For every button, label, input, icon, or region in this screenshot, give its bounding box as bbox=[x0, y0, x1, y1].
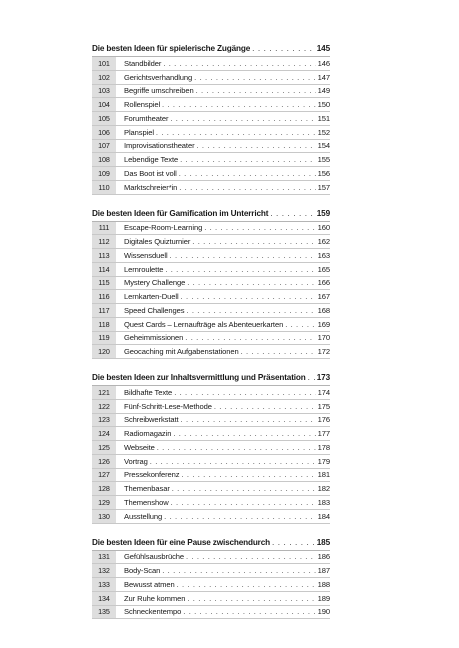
dot-leader bbox=[179, 169, 316, 178]
entry-page-number: 167 bbox=[317, 292, 330, 302]
dot-leader bbox=[172, 484, 316, 493]
table-of-contents bbox=[92, 42, 330, 631]
entry-title: Bildhafte Texte bbox=[124, 387, 173, 397]
toc-entry bbox=[92, 427, 330, 441]
entry-number: 103 bbox=[92, 85, 116, 98]
entry-title: Zur Ruhe kommen bbox=[124, 593, 186, 603]
entry-title: Pressekonferenz bbox=[124, 470, 180, 480]
section-title: Die besten Ideen zur Inhaltsvermittlung und Präsentation bbox=[92, 373, 306, 382]
dot-leader bbox=[270, 207, 314, 221]
toc-entry bbox=[92, 578, 330, 592]
entry-number: 127 bbox=[92, 469, 116, 482]
section-heading bbox=[92, 536, 330, 551]
entry-number: 119 bbox=[92, 332, 116, 345]
toc-entry bbox=[92, 112, 330, 126]
dot-leader bbox=[181, 415, 316, 424]
entry-title: Gerichtsverhandlung bbox=[124, 72, 193, 82]
entry-number: 120 bbox=[92, 345, 116, 358]
entry-body bbox=[116, 114, 330, 123]
entry-body bbox=[116, 347, 330, 356]
entry-title: Digitales Quizturnier bbox=[124, 237, 191, 247]
dot-leader bbox=[156, 128, 316, 137]
entry-title: Body-Scan bbox=[124, 566, 161, 576]
toc-entry bbox=[92, 510, 330, 524]
toc-entry bbox=[92, 57, 330, 71]
entry-page-number: 160 bbox=[317, 223, 330, 233]
entry-number: 112 bbox=[92, 235, 116, 248]
entry-page-number: 174 bbox=[317, 387, 330, 397]
entry-number: 130 bbox=[92, 510, 116, 523]
entry-number: 118 bbox=[92, 318, 116, 331]
toc-entry bbox=[92, 235, 330, 249]
toc-entry bbox=[92, 181, 330, 195]
toc-entry bbox=[92, 606, 330, 620]
dot-leader bbox=[170, 114, 315, 123]
entry-body bbox=[116, 237, 330, 246]
entry-page-number: 172 bbox=[317, 347, 330, 357]
entry-body bbox=[116, 86, 330, 95]
entry-number: 116 bbox=[92, 290, 116, 303]
dot-leader bbox=[187, 278, 315, 287]
entry-page-number: 165 bbox=[317, 264, 330, 274]
entry-title: Mystery Challenge bbox=[124, 278, 186, 288]
toc-entry bbox=[92, 332, 330, 346]
section-heading bbox=[92, 371, 330, 386]
dot-leader bbox=[165, 265, 315, 274]
toc-section bbox=[92, 207, 330, 360]
entry-number: 113 bbox=[92, 249, 116, 262]
dot-leader bbox=[181, 292, 316, 301]
entry-body bbox=[116, 128, 330, 137]
entry-title: Wissensduell bbox=[124, 250, 168, 260]
entry-page-number: 152 bbox=[317, 127, 330, 137]
entry-title: Geheimmissionen bbox=[124, 333, 184, 343]
entry-page-number: 177 bbox=[317, 429, 330, 439]
entry-page-number: 156 bbox=[317, 168, 330, 178]
entry-page-number: 157 bbox=[317, 182, 330, 192]
section-heading bbox=[92, 207, 330, 222]
entry-page-number: 179 bbox=[317, 456, 330, 466]
entry-number: 114 bbox=[92, 263, 116, 276]
dot-leader bbox=[185, 333, 315, 342]
entry-page-number: 189 bbox=[317, 593, 330, 603]
entry-number: 110 bbox=[92, 181, 116, 194]
entry-body bbox=[116, 278, 330, 287]
entry-title: Speed Challenges bbox=[124, 305, 185, 315]
toc-entry bbox=[92, 345, 330, 359]
entry-number: 132 bbox=[92, 564, 116, 577]
entry-page-number: 151 bbox=[317, 113, 330, 123]
toc-entry bbox=[92, 318, 330, 332]
dot-leader bbox=[177, 580, 316, 589]
entry-body bbox=[116, 251, 330, 260]
entry-body bbox=[116, 498, 330, 507]
toc-entry bbox=[92, 400, 330, 414]
entry-page-number: 175 bbox=[317, 401, 330, 411]
entry-number: 135 bbox=[92, 606, 116, 619]
toc-entry bbox=[92, 167, 330, 181]
entry-page-number: 187 bbox=[317, 566, 330, 576]
entry-page-number: 181 bbox=[317, 470, 330, 480]
toc-entry bbox=[92, 153, 330, 167]
entry-page-number: 170 bbox=[317, 333, 330, 343]
entry-page-number: 169 bbox=[317, 319, 330, 329]
entry-body bbox=[116, 169, 330, 178]
entry-body bbox=[116, 306, 330, 315]
entry-body bbox=[116, 512, 330, 521]
dot-leader bbox=[285, 320, 315, 329]
entry-body bbox=[116, 580, 330, 589]
entry-title: Vortrag bbox=[124, 456, 148, 466]
entry-title: Improvisationstheater bbox=[124, 141, 195, 151]
toc-entry bbox=[92, 140, 330, 154]
entry-body bbox=[116, 292, 330, 301]
entry-body bbox=[116, 457, 330, 466]
entry-page-number: 149 bbox=[317, 86, 330, 96]
entry-page-number: 146 bbox=[317, 58, 330, 68]
entry-page-number: 147 bbox=[317, 72, 330, 82]
section-heading bbox=[92, 42, 330, 57]
entry-title: Standbilder bbox=[124, 58, 162, 68]
toc-entry bbox=[92, 455, 330, 469]
toc-entry bbox=[92, 85, 330, 99]
entry-title: Rollenspiel bbox=[124, 100, 161, 110]
entry-body bbox=[116, 470, 330, 479]
dot-leader bbox=[204, 223, 315, 232]
entry-page-number: 178 bbox=[317, 442, 330, 452]
entry-number: 115 bbox=[92, 277, 116, 290]
entry-title: Marktschreier*in bbox=[124, 182, 178, 192]
entry-number: 111 bbox=[92, 222, 116, 235]
dot-leader bbox=[308, 371, 315, 385]
entry-body bbox=[116, 415, 330, 424]
section-title: Die besten Ideen für eine Pause zwischendurch bbox=[92, 537, 270, 547]
entry-number: 117 bbox=[92, 304, 116, 317]
toc-section bbox=[92, 42, 330, 195]
entry-title: Themenbasar bbox=[124, 484, 170, 494]
entry-page-number: 190 bbox=[317, 607, 330, 617]
entry-number: 122 bbox=[92, 400, 116, 413]
entry-number: 121 bbox=[92, 386, 116, 399]
section-page-number: 159 bbox=[316, 208, 330, 218]
entry-title: Webseite bbox=[124, 442, 155, 452]
toc-entry bbox=[92, 386, 330, 400]
entry-page-number: 150 bbox=[317, 100, 330, 110]
entry-body bbox=[116, 402, 330, 411]
entry-page-number: 155 bbox=[317, 155, 330, 165]
entry-title: Radiomagazin bbox=[124, 429, 172, 439]
toc-entry bbox=[92, 126, 330, 140]
entry-title: Forumtheater bbox=[124, 113, 169, 123]
entry-title: Quest Cards – Lernaufträge als Abenteuerkarten bbox=[124, 319, 284, 329]
entry-body bbox=[116, 566, 330, 575]
entry-title: Lernroulette bbox=[124, 264, 164, 274]
dot-leader bbox=[163, 59, 315, 68]
entry-body bbox=[116, 100, 330, 109]
dot-leader bbox=[194, 73, 315, 82]
section-page-number: 185 bbox=[316, 537, 330, 547]
entry-number: 101 bbox=[92, 57, 116, 70]
toc-entry bbox=[92, 564, 330, 578]
dot-leader bbox=[173, 429, 315, 438]
entry-body bbox=[116, 594, 330, 603]
entry-page-number: 168 bbox=[317, 305, 330, 315]
entry-title: Lebendige Texte bbox=[124, 155, 179, 165]
toc-entry bbox=[92, 71, 330, 85]
entry-number: 109 bbox=[92, 167, 116, 180]
entry-title: Bewusst atmen bbox=[124, 579, 175, 589]
entry-number: 128 bbox=[92, 482, 116, 495]
toc-entry bbox=[92, 414, 330, 428]
entry-number: 123 bbox=[92, 414, 116, 427]
dot-leader bbox=[192, 237, 315, 246]
entry-body bbox=[116, 73, 330, 82]
entry-number: 125 bbox=[92, 441, 116, 454]
entry-title: Planspiel bbox=[124, 127, 154, 137]
entry-body bbox=[116, 388, 330, 397]
toc-entry bbox=[92, 222, 330, 236]
dot-leader bbox=[162, 100, 316, 109]
entry-title: Lernkarten-Duell bbox=[124, 292, 179, 302]
toc-entry bbox=[92, 441, 330, 455]
dot-leader bbox=[183, 607, 315, 616]
entry-title: Schneckentempo bbox=[124, 607, 182, 617]
entry-number: 108 bbox=[92, 153, 116, 166]
entry-body bbox=[116, 141, 330, 150]
entry-number: 105 bbox=[92, 112, 116, 125]
entry-title: Ausstellung bbox=[124, 511, 163, 521]
toc-entry bbox=[92, 592, 330, 606]
section-page-number: 145 bbox=[316, 44, 330, 53]
entry-body bbox=[116, 320, 330, 329]
entry-body bbox=[116, 223, 330, 232]
dot-leader bbox=[186, 552, 316, 561]
section-page-number: 173 bbox=[316, 373, 330, 382]
entry-title: Geocaching mit Aufgabenstationen bbox=[124, 347, 239, 357]
entry-number: 104 bbox=[92, 98, 116, 111]
section-title: Die besten Ideen für Gamification im Unterricht bbox=[92, 208, 269, 218]
dot-leader bbox=[162, 566, 315, 575]
dot-leader bbox=[187, 594, 315, 603]
entry-title: Fünf-Schritt-Lese-Methode bbox=[124, 401, 212, 411]
dot-leader bbox=[179, 183, 315, 192]
entry-number: 102 bbox=[92, 71, 116, 84]
dot-leader bbox=[197, 141, 316, 150]
entry-body bbox=[116, 265, 330, 274]
entry-page-number: 163 bbox=[317, 250, 330, 260]
entry-page-number: 186 bbox=[317, 552, 330, 562]
entry-body bbox=[116, 59, 330, 68]
dot-leader bbox=[241, 347, 316, 356]
entry-number: 124 bbox=[92, 427, 116, 440]
entry-number: 106 bbox=[92, 126, 116, 139]
entry-body bbox=[116, 155, 330, 164]
toc-section bbox=[92, 371, 330, 524]
toc-entry bbox=[92, 249, 330, 263]
dot-leader bbox=[157, 443, 316, 452]
entry-page-number: 183 bbox=[317, 497, 330, 507]
entry-page-number: 166 bbox=[317, 278, 330, 288]
entry-body bbox=[116, 607, 330, 616]
dot-leader bbox=[252, 42, 315, 56]
entry-number: 134 bbox=[92, 592, 116, 605]
entry-page-number: 176 bbox=[317, 415, 330, 425]
entry-title: Schreibwerkstatt bbox=[124, 415, 179, 425]
dot-leader bbox=[272, 536, 315, 550]
entry-number: 131 bbox=[92, 551, 116, 564]
entry-body bbox=[116, 429, 330, 438]
entry-page-number: 182 bbox=[317, 484, 330, 494]
entry-page-number: 188 bbox=[317, 579, 330, 589]
entry-body bbox=[116, 484, 330, 493]
dot-leader bbox=[150, 457, 316, 466]
dot-leader bbox=[174, 388, 315, 397]
entry-page-number: 162 bbox=[317, 237, 330, 247]
dot-leader bbox=[180, 155, 316, 164]
entry-title: Gefühlsausbrüche bbox=[124, 552, 185, 562]
toc-entry bbox=[92, 551, 330, 565]
dot-leader bbox=[170, 251, 316, 260]
entry-number: 107 bbox=[92, 140, 116, 153]
dot-leader bbox=[214, 402, 316, 411]
entry-title: Themenshow bbox=[124, 497, 169, 507]
dot-leader bbox=[186, 306, 315, 315]
entry-title: Begriffe umschreiben bbox=[124, 86, 194, 96]
entry-page-number: 154 bbox=[317, 141, 330, 151]
toc-entry bbox=[92, 482, 330, 496]
entry-number: 126 bbox=[92, 455, 116, 468]
entry-title: Das Boot ist voll bbox=[124, 168, 177, 178]
toc-entry bbox=[92, 304, 330, 318]
toc-entry bbox=[92, 496, 330, 510]
entry-body bbox=[116, 552, 330, 561]
entry-title: Escape-Room-Learning bbox=[124, 223, 203, 233]
toc-entry bbox=[92, 277, 330, 291]
dot-leader bbox=[196, 86, 316, 95]
entry-body bbox=[116, 183, 330, 192]
entry-body bbox=[116, 333, 330, 342]
entry-page-number: 184 bbox=[317, 511, 330, 521]
toc-entry bbox=[92, 263, 330, 277]
section-title: Die besten Ideen für spielerische Zugänge bbox=[92, 44, 251, 53]
dot-leader bbox=[171, 498, 316, 507]
toc-entry bbox=[92, 469, 330, 483]
dot-leader bbox=[181, 470, 315, 479]
dot-leader bbox=[164, 512, 315, 521]
entry-number: 129 bbox=[92, 496, 116, 509]
toc-entry bbox=[92, 98, 330, 112]
toc-entry bbox=[92, 290, 330, 304]
entry-number: 133 bbox=[92, 578, 116, 591]
entry-body bbox=[116, 443, 330, 452]
toc-section bbox=[92, 536, 330, 620]
